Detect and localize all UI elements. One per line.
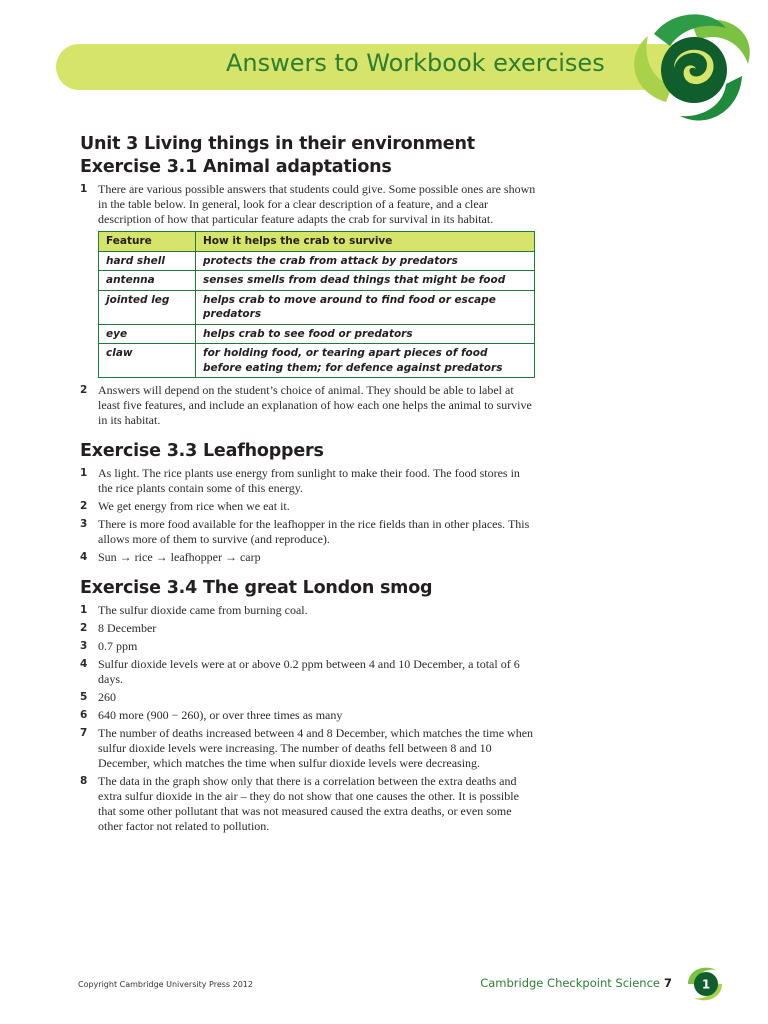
survival-cell: helps crab to move around to find food or escape predators — [196, 290, 535, 324]
answer-number: 1 — [80, 183, 88, 195]
answer-item — [80, 383, 536, 428]
answer-number: 3 — [80, 518, 88, 530]
answer-number: 5 — [80, 691, 88, 703]
answer-text: Sun → rice → leafhopper → carp — [98, 550, 261, 564]
table-header-row — [99, 232, 535, 252]
table-row — [99, 344, 535, 378]
answer-item — [80, 621, 536, 636]
unit-title: Unit 3 Living things in their environment — [80, 134, 475, 154]
answer-item — [80, 639, 536, 654]
answer-number: 2 — [80, 500, 88, 512]
feature-cell: claw — [99, 344, 196, 378]
answer-number: 8 — [80, 775, 88, 787]
answer-item — [80, 708, 536, 723]
answer-text: 640 more (900 − 260), or over three times as many — [98, 708, 343, 722]
answer-item — [80, 726, 536, 771]
survival-cell: senses smells from dead things that might be food — [196, 271, 535, 291]
answer-item — [80, 774, 536, 834]
crab-features-table — [98, 231, 535, 378]
answer-item — [80, 657, 536, 687]
series-number: 7 — [663, 976, 672, 990]
page-number-badge-icon — [682, 962, 728, 1006]
answer-item — [80, 517, 536, 547]
answer-number: 2 — [80, 384, 88, 396]
answer-text: The number of deaths increased between 4 and 8 December, which matches the time when sulfur dioxide levels were increasing. The number of deaths fell between 8 and 10 December, which matches the time when sulfur dioxide levels were decreasing. — [98, 726, 534, 770]
table-row — [99, 251, 535, 271]
table-row — [99, 324, 535, 344]
series-title — [480, 976, 672, 990]
exercise-heading: Exercise 3.4 The great London smog — [80, 578, 433, 598]
answer-text: There is more food available for the leafhopper in the rice fields than in other places. This allows more of them to survive (and reproduce). — [98, 517, 530, 546]
answer-text: As light. The rice plants use energy from sunlight to make their food. The food stores in the rice plants contain some of this energy. — [98, 466, 520, 495]
answer-number: 2 — [80, 622, 88, 634]
answer-text: 260 — [98, 690, 116, 704]
feature-cell: antenna — [99, 271, 196, 291]
feature-cell: eye — [99, 324, 196, 344]
answer-number: 7 — [80, 727, 88, 739]
answer-text: There are various possible answers that students could give. Some possible ones are shown in the table below. In general, look for a clear description of a feature, and a clear description of how that particular feature adapts the crab for survival in its habitat. — [98, 182, 536, 226]
exercise-heading: Exercise 3.3 Leafhoppers — [80, 441, 324, 461]
answer-text: Sulfur dioxide levels were at or above 0.2 ppm between 4 and 10 December, a total of 6 days. — [98, 657, 520, 686]
answer-item — [80, 550, 536, 565]
table-row — [99, 271, 535, 291]
answer-item — [80, 603, 536, 618]
answer-number: 4 — [80, 551, 88, 563]
answer-text: Answers will depend on the student’s choice of animal. They should be able to label at least five features, and include an explanation of how each one helps the animal to survive in its habitat. — [98, 383, 532, 427]
page-title: Answers to Workbook exercises — [226, 49, 605, 77]
column-header: How it helps the crab to survive — [196, 232, 535, 252]
answer-number: 6 — [80, 709, 88, 721]
answer-number: 4 — [80, 658, 88, 670]
page-number: 1 — [701, 977, 711, 992]
answer-number: 1 — [80, 467, 88, 479]
survival-cell: helps crab to see food or predators — [196, 324, 535, 344]
series-name: Cambridge Checkpoint Science — [480, 976, 660, 990]
answer-text: We get energy from rice when we eat it. — [98, 499, 290, 513]
answer-item — [80, 499, 536, 514]
swirl-logo-icon — [622, 6, 762, 130]
answer-text: The sulfur dioxide came from burning coal. — [98, 603, 308, 617]
answer-item — [80, 690, 536, 705]
answer-number: 1 — [80, 604, 88, 616]
content — [80, 133, 536, 834]
answer-number: 3 — [80, 640, 88, 652]
copyright-text: Copyright Cambridge University Press 2012 — [78, 980, 253, 989]
table-row — [99, 290, 535, 324]
answer-text: The data in the graph show only that there is a correlation between the extra deaths and extra sulfur dioxide in the air – they do not show that one causes the other. It is possible that some other pollutant that was not measured caused the extra deaths, or even some other factor not related to pollution. — [98, 774, 519, 833]
answer-item — [80, 182, 536, 227]
answer-text: 0.7 ppm — [98, 639, 138, 653]
survival-cell: protects the crab from attack by predators — [196, 251, 535, 271]
exercise-heading: Exercise 3.1 Animal adaptations — [80, 157, 392, 177]
answer-item — [80, 466, 536, 496]
survival-cell: for holding food, or tearing apart pieces of food before eating them; for defence against predators — [196, 344, 535, 378]
column-header: Feature — [99, 232, 196, 252]
answer-text: 8 December — [98, 621, 157, 635]
feature-cell: hard shell — [99, 251, 196, 271]
feature-cell: jointed leg — [99, 290, 196, 324]
